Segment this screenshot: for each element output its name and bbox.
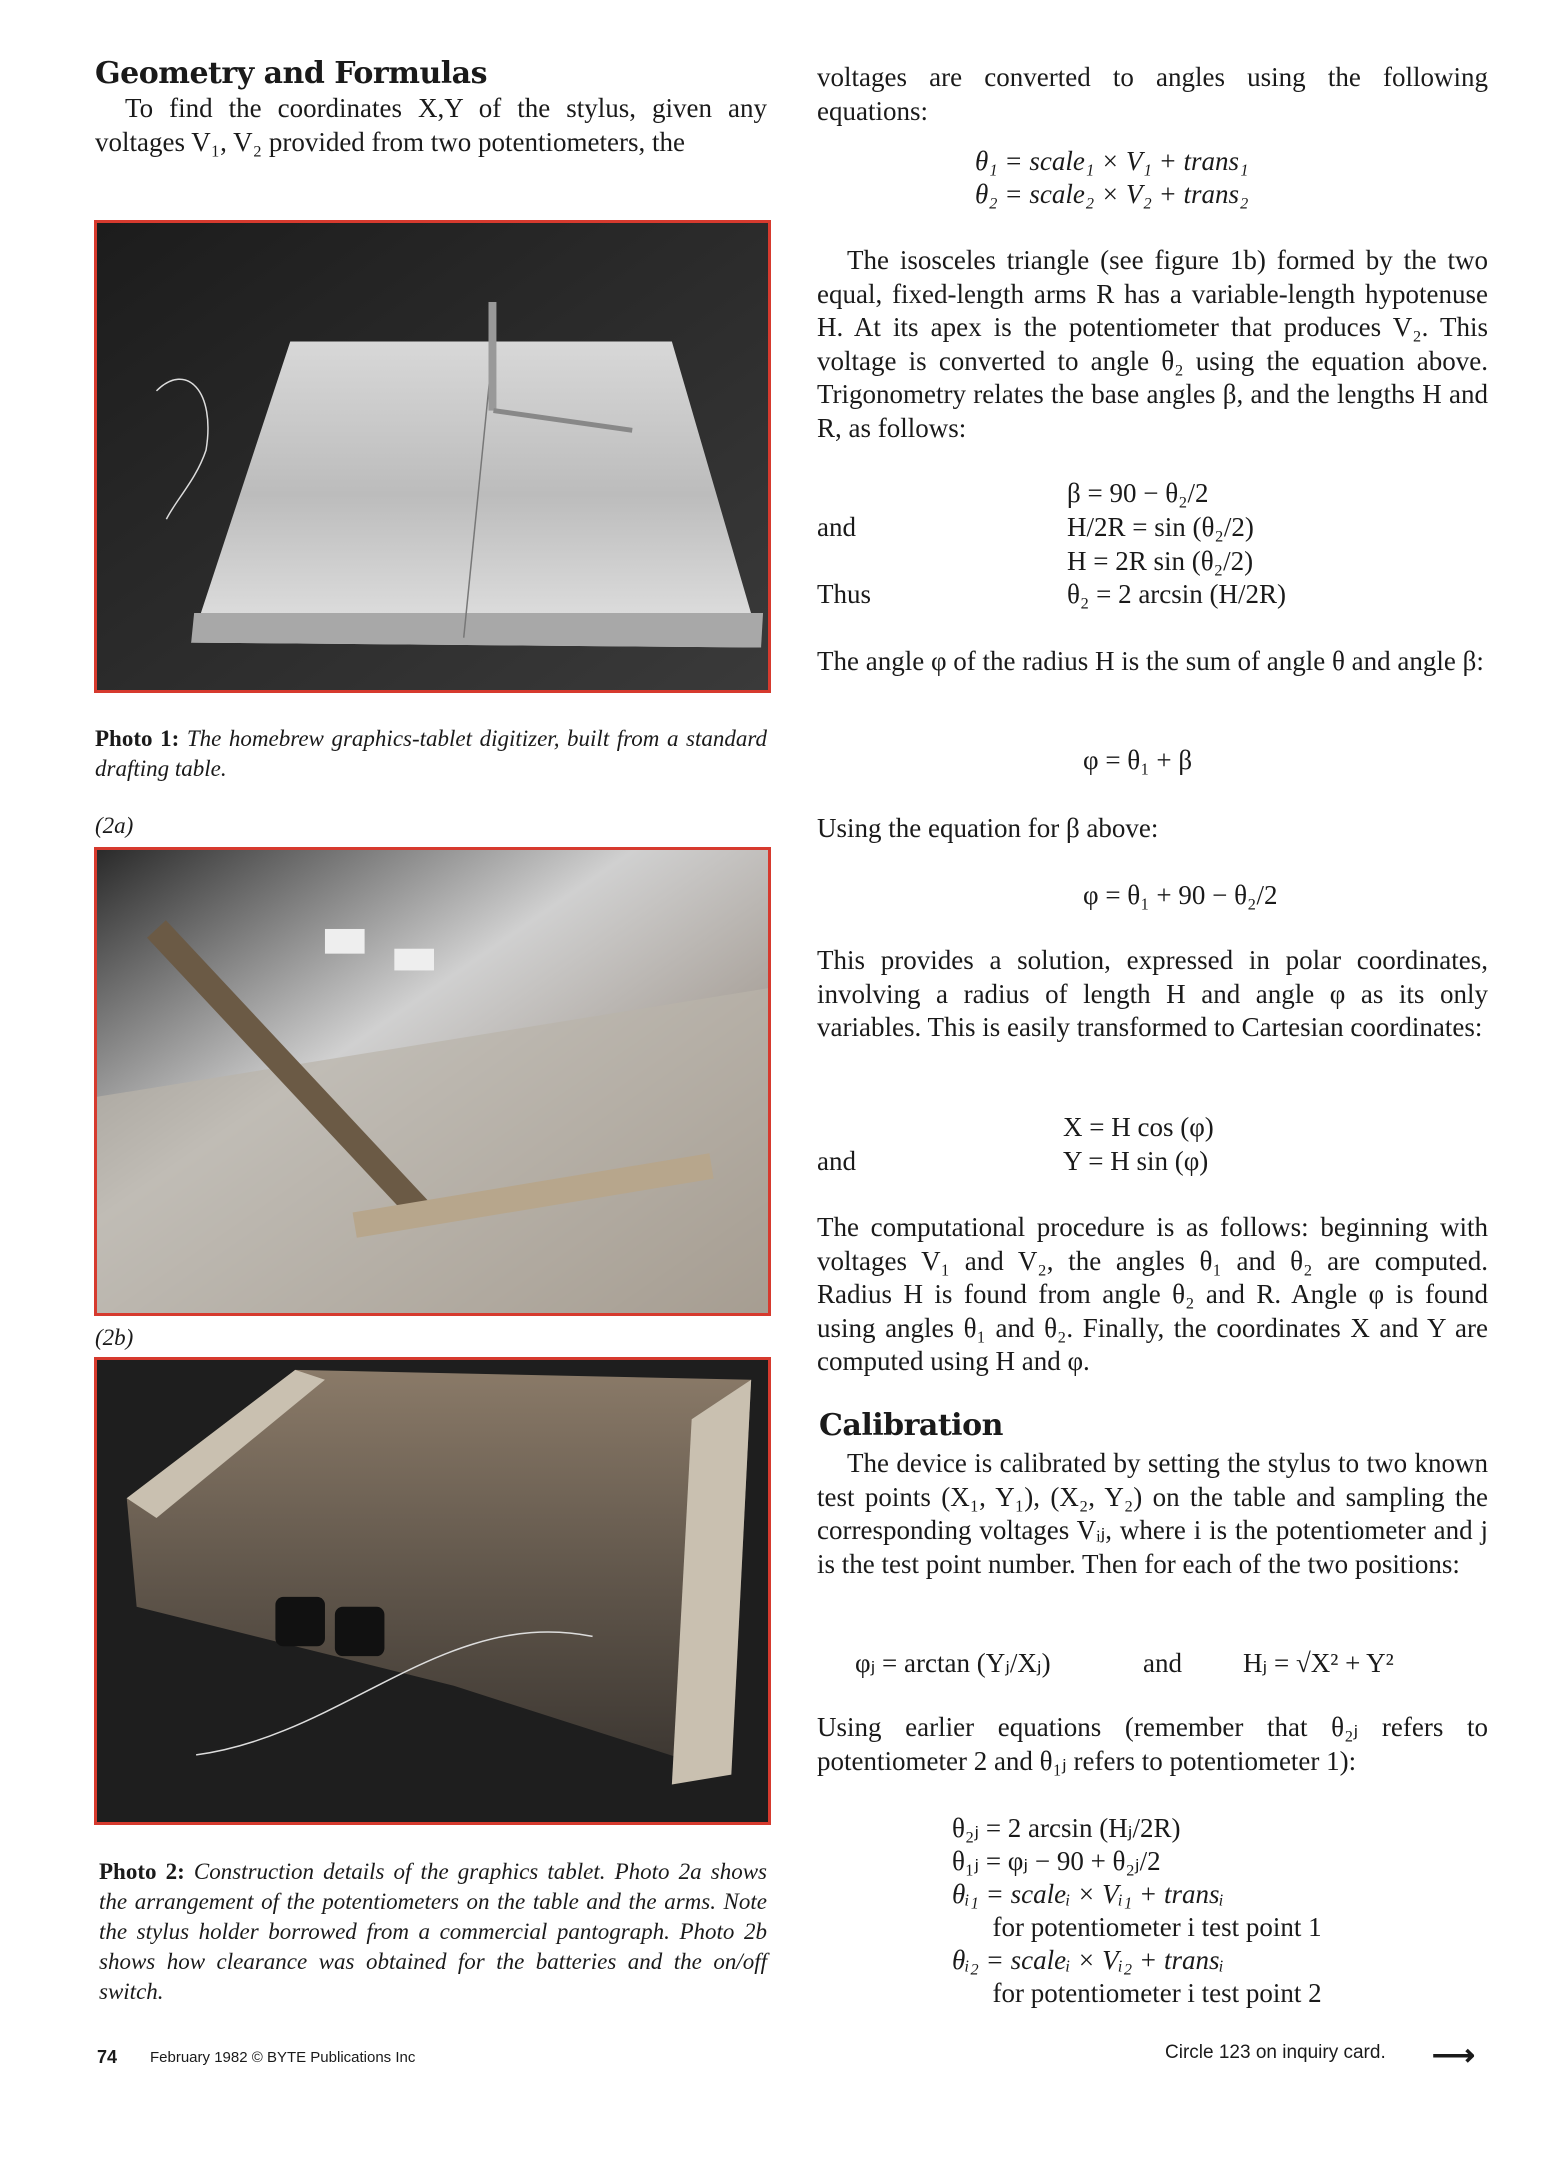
potentiometer-arms-image (97, 850, 768, 1313)
photo-2-caption (99, 1857, 767, 2007)
footer-credit: February 1982 © BYTE Publications Inc (150, 2049, 416, 2066)
battery-clearance-image (97, 1360, 768, 1822)
caption-text: Construction details of the graphics tablet. Photo 2a shows the arrangement of the potentiometers on the table and the arms. Note the stylus holder borrowed from a commercial pantograph. Photo 2b shows how clearance was obtained for the batteries and the on/off switch. (99, 1859, 768, 2004)
equation-phi-j: φⱼ = arctan (Yⱼ/Xⱼ) (855, 1648, 1051, 1678)
equation-theta1j: θ₁ⱼ = φⱼ − 90 + θ₂ⱼ/2 (952, 1846, 1161, 1876)
inquiry-note: Circle 123 on inquiry card. (1165, 2042, 1386, 2063)
paragraph-8: Using earlier equations (remember that θ₂ⱼ refers to potentiometer 2 and θ₁ⱼ refers to potentiometer 1): (817, 1712, 1488, 1776)
equation-h: H = 2R sin (θ₂/2) (1067, 546, 1254, 576)
caption-label: Photo 2: (99, 1859, 185, 1884)
equation-theta-i2: θᵢ₂ = scaleᵢ × Vᵢ₂ + transᵢ (952, 1945, 1224, 1975)
equation-beta: β = 90 − θ₂/2 (1067, 478, 1209, 508)
photo-2b-label: (2b) (95, 1325, 134, 1350)
equation-h-over-2r: H/2R = sin (θ₂/2) (1067, 512, 1254, 542)
paragraph-3: The angle φ of the radius H is the sum of angle θ and angle β: (817, 646, 1484, 676)
photo-1-caption (95, 724, 767, 784)
photo-1 (94, 220, 771, 693)
photo-2b (94, 1357, 771, 1825)
page-number: 74 (97, 2047, 118, 2067)
paragraph-7: The device is calibrated by setting the stylus to two known test points (X₁, Y₁), (X₂, Y₂) on the table and sampling the corresponding voltages Vᵢⱼ, where i is the potentiometer and j is the test point number. Then for each of the two positions: (817, 1448, 1488, 1579)
drafting-table-image (97, 223, 768, 690)
section-heading-calibration: Calibration (819, 1408, 1003, 1443)
equation-x: X = H cos (φ) (1063, 1112, 1214, 1142)
arrow-right-icon: ⟶ (1432, 2039, 1476, 2072)
intro-paragraph: To find the coordinates X,Y of the stylus, given any voltages V₁, V₂ provided from two potentiometers, the (95, 93, 767, 157)
photo-2a-label: (2a) (95, 813, 134, 838)
section-heading-geometry: Geometry and Formulas (95, 56, 488, 91)
equation-theta2j: θ₂ⱼ = 2 arcsin (Hⱼ/2R) (952, 1813, 1181, 1843)
equation-theta2: θ₂ = scale₂ × V₂ + trans₂ (975, 179, 1249, 209)
lead-and-3: and (1143, 1648, 1182, 1678)
note-test-point-2: for potentiometer i test point 2 (952, 1978, 1322, 2008)
photo-2a (94, 847, 771, 1316)
equation-phi: φ = θ₁ + β (1083, 745, 1193, 775)
note-test-point-1: for potentiometer i test point 1 (952, 1912, 1322, 1942)
paragraph-6: The computational procedure is as follows: beginning with voltages V₁ and V₂, the angles θ₁ and θ₂ are computed. Radius H is found from angle θ₂ and R. Angle φ is found using angles θ₁ and θ₂. Finally, the coordinates X and Y are computed using H and φ. (817, 1212, 1488, 1377)
equation-h-j: Hⱼ = √X² + Y² (1243, 1648, 1394, 1678)
lead-and-2: and (817, 1146, 856, 1176)
lead-thus: Thus (817, 579, 871, 609)
equation-theta2-arcsin: θ₂ = 2 arcsin (H/2R) (1067, 579, 1287, 609)
equation-theta-i1: θᵢ₁ = scaleᵢ × Vᵢ₁ + transᵢ (952, 1879, 1224, 1909)
paragraph-2: The isosceles triangle (see figure 1b) formed by the two equal, fixed-length arms R has a variable-length hypotenuse H. At its apex is the potentiometer that produces V₂. This voltage is converted to angle θ₂ using the equation above. Trigonometry relates the base angles β, and the lengths H and R, as follows: (817, 245, 1488, 443)
equation-phi-expanded: φ = θ₁ + 90 − θ₂/2 (1083, 880, 1278, 910)
paragraph-5: This provides a solution, expressed in polar coordinates, involving a radius of length H and angle φ as its only variables. This is easily transformed to Cartesian coordinates: (817, 945, 1488, 1043)
paragraph-1: voltages are converted to angles using the following equations: (817, 62, 1488, 126)
caption-text: The homebrew graphics-tablet digitizer, built from a standard drafting table. (95, 726, 767, 781)
equation-theta1: θ₁ = scale₁ × V₁ + trans₁ (975, 146, 1249, 176)
lead-and: and (817, 512, 856, 542)
equation-y: Y = H sin (φ) (1063, 1146, 1209, 1176)
paragraph-4: Using the equation for β above: (817, 813, 1159, 843)
caption-label: Photo 1: (95, 726, 180, 751)
